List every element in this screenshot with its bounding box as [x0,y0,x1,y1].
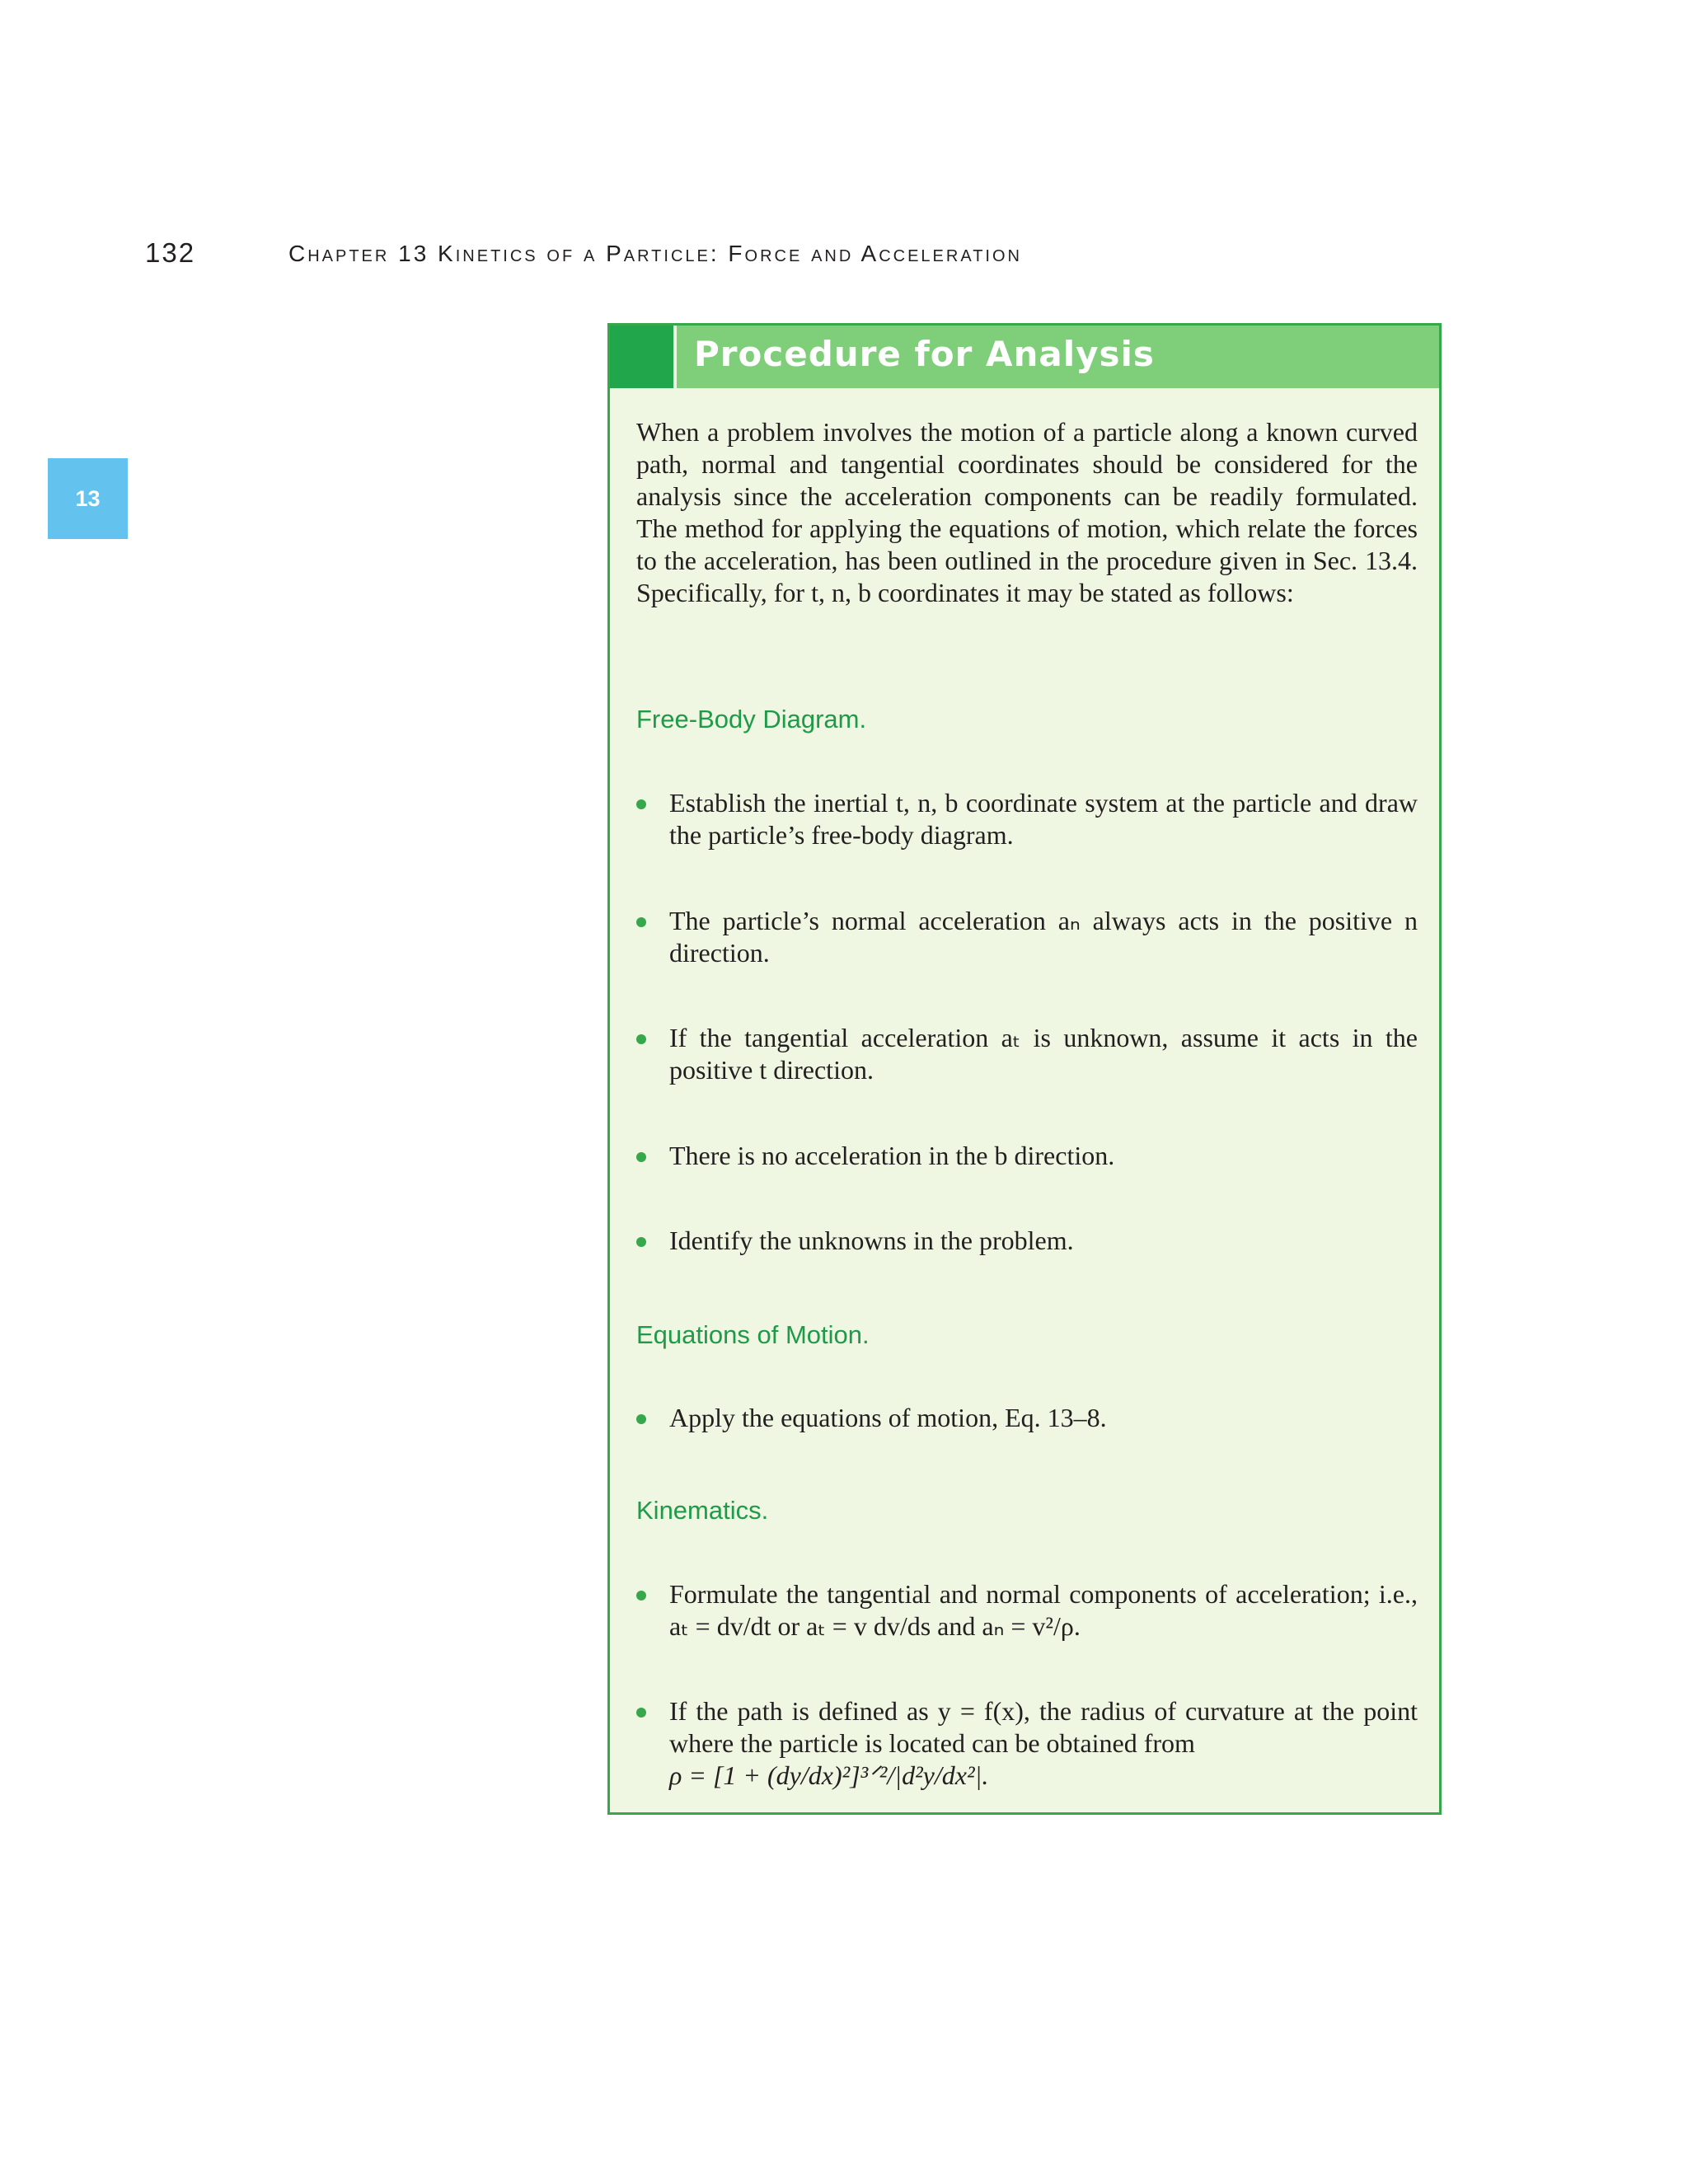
bullet-icon [636,1034,646,1044]
list-item-text: Formulate the tangential and normal components of acceleration; i.e., aₜ = dv/dt or aₜ = v dv/ds and aₙ = v²/ρ. [669,1579,1418,1641]
header-accent-block [610,326,673,388]
list-item [636,905,1418,969]
list-item [636,1578,1418,1643]
radius-of-curvature-formula: ρ = [1 + (dy/dx)²]³ᐟ²/|d²y/dx²|. [669,1760,989,1790]
list-item-text: Establish the inertial t, n, b coordinate system at the particle and draw the particle’s free-body diagram. [669,788,1418,850]
list-item [636,1225,1418,1257]
bullet-icon [636,917,646,927]
list-item [636,1140,1418,1172]
procedure-box [607,323,1442,1815]
list-item-text: If the tangential acceleration aₜ is unknown, assume it acts in the positive t direction. [669,1023,1418,1085]
chapter-tab: 13 [48,458,128,539]
list-item [636,1022,1418,1086]
list-item [636,1695,1418,1792]
bullet-icon [636,1237,646,1247]
section-heading-free-body-diagram: Free-Body Diagram. [636,705,867,733]
list-item-text: Identify the unknowns in the problem. [669,1226,1074,1255]
bullet-icon [636,1414,646,1424]
box-title: Procedure for Analysis [694,334,1155,374]
page-number: 132 [145,237,196,268]
list-item-text: There is no acceleration in the b direction. [669,1141,1115,1170]
list-item [636,787,1418,851]
bullet-icon [636,1708,646,1718]
running-head: Chapter 13 Kinetics of a Particle: Force and Acceleration [288,241,1022,266]
list-item-text: Apply the equations of motion, Eq. 13–8. [669,1403,1107,1432]
bullet-icon [636,799,646,809]
section-heading-equations-of-motion: Equations of Motion. [636,1320,870,1349]
header-divider [673,326,677,388]
section-heading-kinematics: Kinematics. [636,1496,769,1525]
list-item [636,1402,1418,1434]
list-item-text: If the path is defined as y = f(x), the radius of curvature at the point where the particle is located can be obtained from [669,1696,1418,1758]
bullet-icon [636,1152,646,1162]
list-item-text: The particle’s normal acceleration aₙ always acts in the positive n direction. [669,906,1418,968]
bullet-icon [636,1591,646,1601]
box-header [610,326,1439,388]
intro-paragraph: When a problem involves the motion of a particle along a known curved path, normal and tangential coordinates should be considered for the analysis since the acceleration components can be readily formulated. The method for applying the equations of motion, which relate the forces to the acceleration, has been outlined in the procedure given in Sec. 13.4. Specifically, for t, n, b coordinates it may be stated as follows: [636,417,1418,607]
